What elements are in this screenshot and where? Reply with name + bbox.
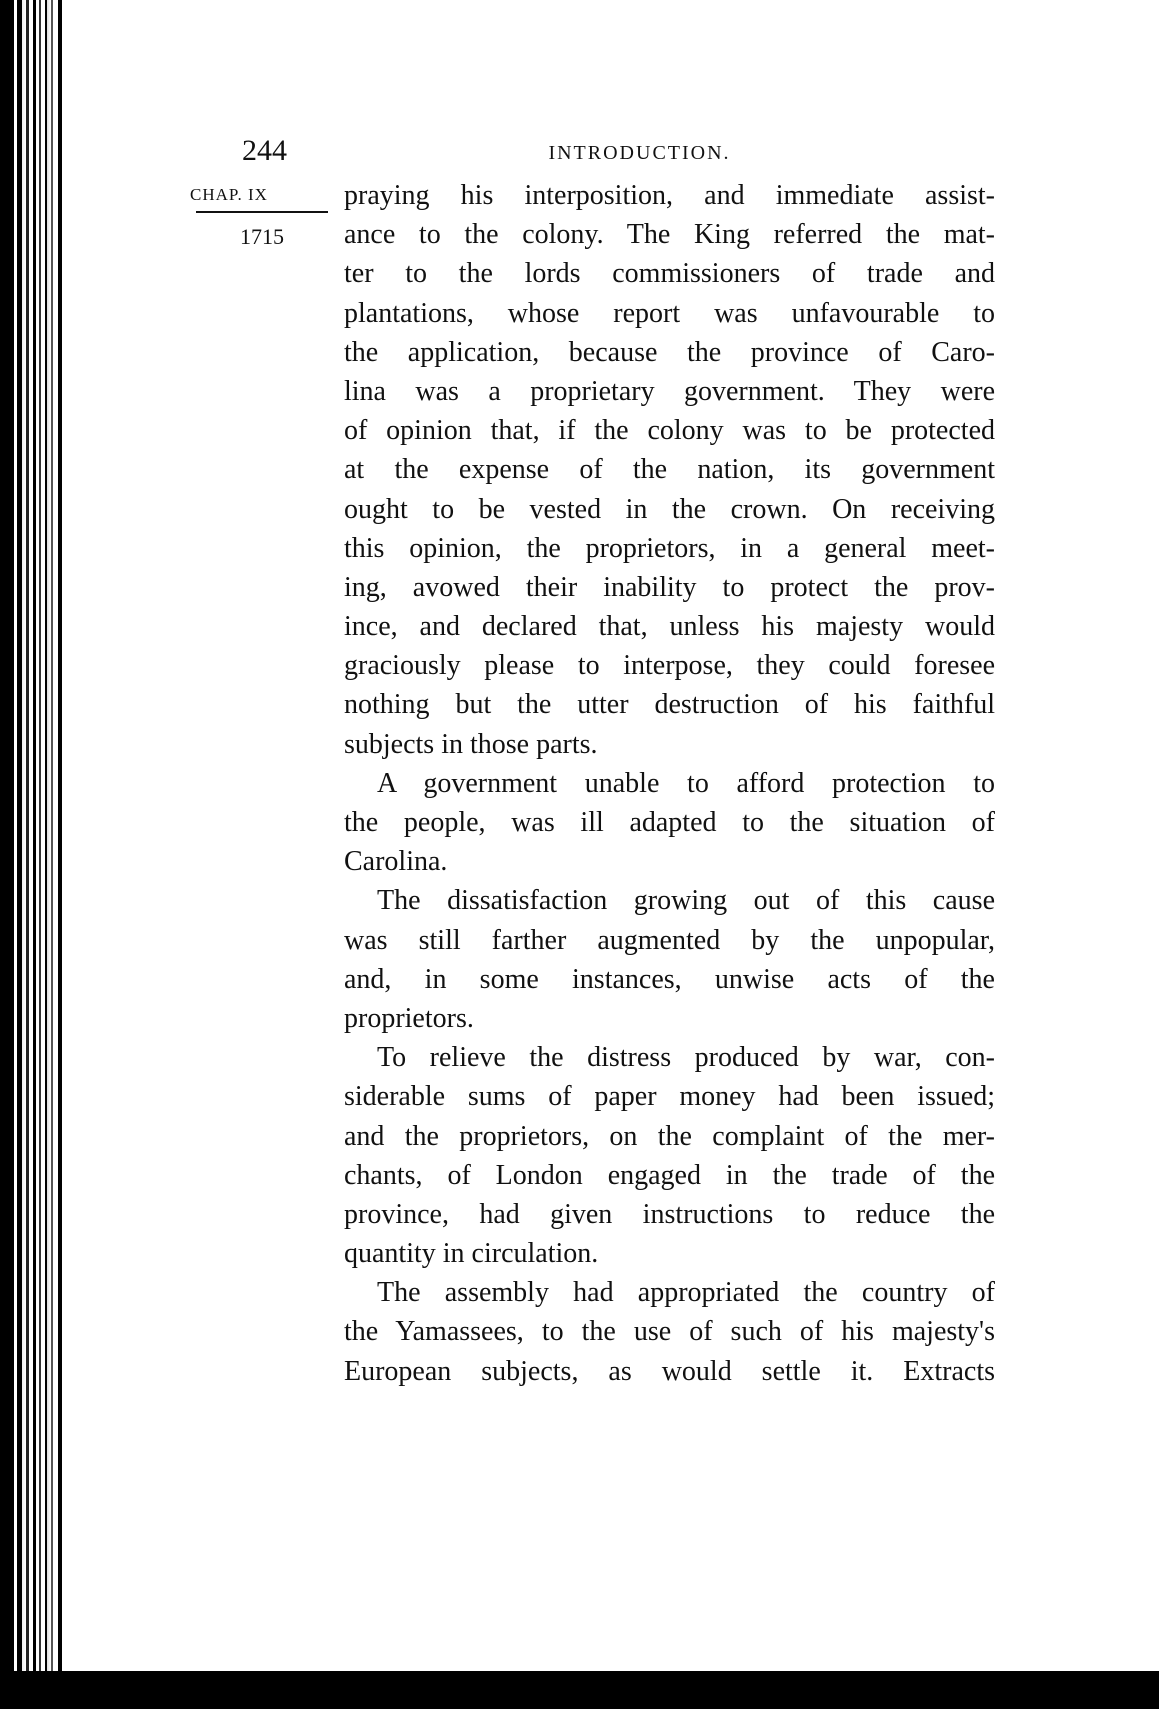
text-line: proprietors. [344, 1002, 474, 1034]
running-title: INTRODUCTION. [548, 142, 731, 164]
text-line: To relieve the distress produced by war, con- [377, 1042, 995, 1074]
text-line: ing, avowed their inability to protect the prov- [344, 571, 995, 603]
text-line: graciously please to interpose, they could foresee [344, 650, 995, 682]
text-line: The assembly had appropriated the country of [377, 1277, 995, 1309]
text-line: chants, of London engaged in the trade of the [344, 1159, 995, 1191]
text-line: ince, and declared that, unless his majesty would [344, 611, 995, 643]
text-line: quantity in circulation. [344, 1238, 599, 1270]
text-line: ance to the colony. The King referred the mat- [344, 219, 995, 251]
text-line: and, in some instances, unwise acts of the [344, 963, 995, 995]
text-line: siderable sums of paper money had been issued; [344, 1081, 995, 1113]
text-line: Carolina. [344, 846, 448, 878]
paragraph [344, 764, 995, 882]
text-line: praying his interposition, and immediate assist- [344, 180, 995, 211]
paragraph [344, 176, 995, 764]
paragraph [344, 1273, 995, 1391]
margin-year: 1715 [240, 224, 284, 249]
text-line: The dissatisfaction growing out of this cause [377, 885, 995, 917]
text-line: of opinion that, if the colony was to be protected [344, 415, 995, 447]
text-line: was still farther augmented by the unpopular, [344, 924, 995, 956]
margin-chapter: CHAP. IX [190, 185, 268, 204]
text-line: nothing but the utter destruction of his faithful [344, 689, 995, 721]
margin-rule [196, 211, 328, 213]
text-line: European subjects, as would settle it. Extracts [344, 1355, 995, 1387]
text-line: plantations, whose report was unfavourable to [344, 297, 995, 329]
text-line: the people, was ill adapted to the situation of [344, 807, 995, 838]
text-line: ter to the lords commissioners of trade and [344, 258, 995, 290]
text-line: subjects in those parts. [344, 728, 598, 760]
text-line: the application, because the province of Caro- [344, 336, 995, 368]
text-line: and the proprietors, on the complaint of the mer- [344, 1120, 995, 1152]
text-line: this opinion, the proprietors, in a general meet- [344, 532, 995, 564]
page-number: 244 [242, 134, 287, 167]
text-line: A government unable to afford protection to [377, 767, 995, 799]
text-line: at the expense of the nation, its government [344, 454, 995, 486]
text-line: ought to be vested in the crown. On receiving [344, 493, 995, 525]
text-line: the Yamassees, to the use of such of his majesty's [344, 1316, 995, 1348]
paragraph [344, 1038, 995, 1273]
book-spine-edge [0, 0, 70, 1709]
body-text [344, 176, 995, 1391]
text-line: province, had given instructions to reduce the [344, 1198, 995, 1230]
paragraph [344, 881, 995, 1038]
text-line: lina was a proprietary government. They were [344, 375, 995, 407]
scan-bottom-edge [0, 1671, 1159, 1709]
